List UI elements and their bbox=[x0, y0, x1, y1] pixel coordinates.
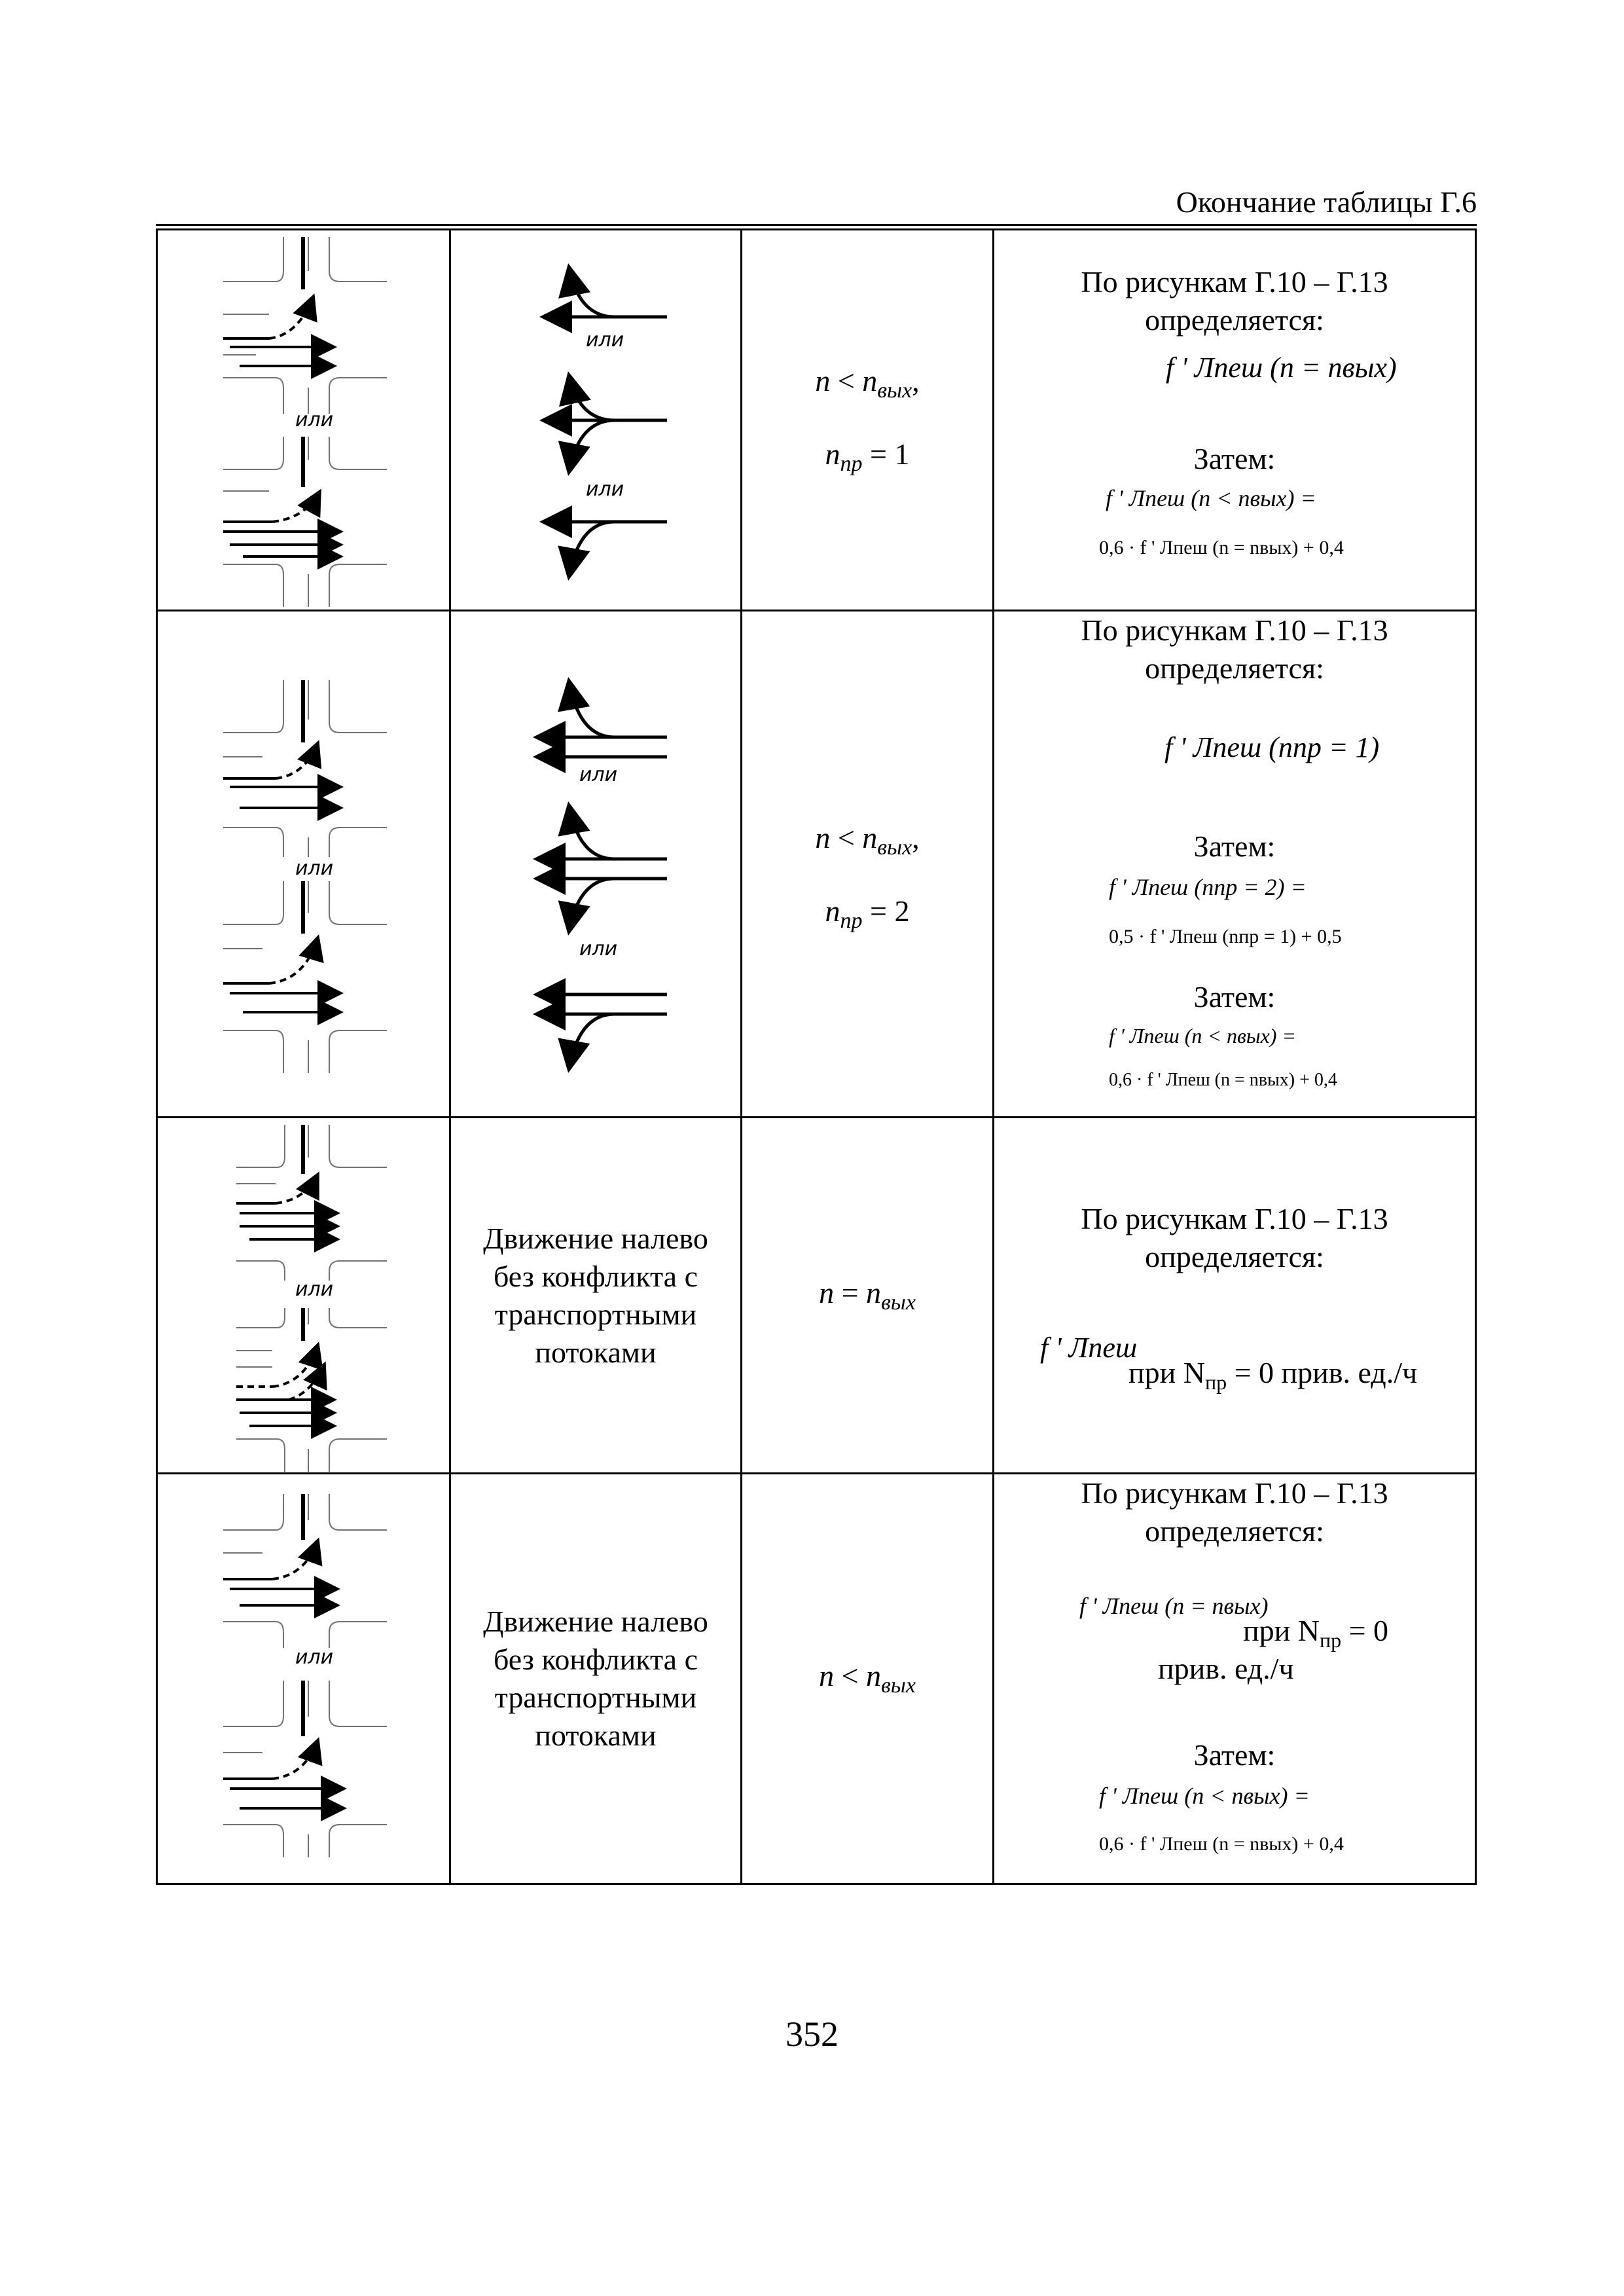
row2-result bbox=[994, 611, 1475, 1118]
row3-result bbox=[994, 1118, 1475, 1474]
row3-condition: $n = n_{вых}$ bbox=[742, 1118, 994, 1474]
row4-condition: $n < n_{вых}$ bbox=[742, 1474, 994, 1883]
formula-1: f ' Лпеш (nпр = 1) bbox=[1164, 731, 1380, 763]
row1-movement bbox=[451, 230, 742, 611]
page-number: 352 bbox=[785, 2014, 839, 2054]
row2-condition: $n < n_{вых}$, $n_{пр} = 2$ bbox=[742, 611, 994, 1118]
ili-label: или bbox=[295, 1278, 334, 1301]
result-header: По рисункам Г.10 – Г.13 определяется: bbox=[1081, 1476, 1388, 1548]
ili-label: или bbox=[295, 857, 334, 880]
row3-movement: Движение налево без конфликта с транспортными потоками bbox=[451, 1118, 742, 1474]
condition-tail: при $N_{пр} = 0$ прив. ед./ч bbox=[1128, 1356, 1418, 1394]
formula-3-line2: 0,6 · f ' Лпеш (n = nвых) + 0,4 bbox=[1109, 1070, 1337, 1090]
formula-1: f ' Лпеш (n = nвых) bbox=[1166, 352, 1397, 384]
formula-1: f ' Лпеш (n = nвых) bbox=[1079, 1593, 1269, 1619]
row1-scheme bbox=[158, 230, 451, 611]
ili-label: или bbox=[579, 763, 618, 786]
row4-scheme bbox=[158, 1474, 451, 1883]
zatem-label: Затем: bbox=[1193, 980, 1276, 1013]
formula-2-line2: 0,5 · f ' Лпеш (nпр = 1) + 0,5 bbox=[1109, 926, 1342, 947]
condition-tail: при $N_{пр} = 0$ bbox=[1243, 1614, 1389, 1652]
table-caption: Окончание таблицы Г.6 bbox=[1176, 185, 1477, 219]
formula-1: f ' Лпеш bbox=[1040, 1332, 1138, 1364]
row1-condition: $n < n_{вых}$, $n_{пр} = 1$ bbox=[742, 230, 994, 611]
movement-diagram-1 bbox=[451, 230, 742, 611]
formula-2-line1: f ' Лпеш (nпр = 2) = bbox=[1109, 874, 1307, 900]
row1-result bbox=[994, 230, 1475, 611]
table-g6 bbox=[156, 224, 1477, 1883]
result-header: По рисункам Г.10 – Г.13 определяется: bbox=[1081, 1202, 1388, 1273]
formula-2-line1: f ' Лпеш (n < nвых) = bbox=[1106, 485, 1316, 511]
ili-label: или bbox=[579, 938, 618, 960]
intersection-scheme-4 bbox=[158, 1474, 451, 1883]
formula-2-line2: 0,6 · f ' Лпеш (n = nвых) + 0,4 bbox=[1099, 537, 1344, 558]
zatem-label: Затем: bbox=[1193, 442, 1276, 475]
row3-scheme bbox=[158, 1118, 451, 1474]
result-header: По рисункам Г.10 – Г.13 определяется: bbox=[1081, 265, 1388, 337]
row4-result bbox=[994, 1474, 1475, 1883]
ili-label: или bbox=[586, 478, 624, 501]
result-header: По рисункам Г.10 – Г.13 определяется: bbox=[1081, 613, 1388, 685]
condition-tail-line2: прив. ед./ч bbox=[1158, 1652, 1294, 1685]
zatem-label: Затем: bbox=[1193, 1738, 1276, 1772]
zatem-label: Затем: bbox=[1193, 829, 1276, 863]
formula-2-line2: 0,6 · f ' Лпеш (n = nвых) + 0,4 bbox=[1099, 1833, 1344, 1855]
ili-label: или bbox=[295, 1646, 334, 1669]
ili-label: или bbox=[586, 329, 624, 352]
row2-movement bbox=[451, 611, 742, 1118]
ili-label: или bbox=[295, 409, 334, 431]
row4-movement: Движение налево без конфликта с транспортными потоками bbox=[451, 1474, 742, 1883]
row2-scheme bbox=[158, 611, 451, 1118]
formula-3-line1: f ' Лпеш (n < nвых) = bbox=[1109, 1024, 1297, 1048]
formula-2-line1: f ' Лпеш (n < nвых) = bbox=[1099, 1783, 1310, 1809]
movement-diagram-2 bbox=[451, 611, 742, 1118]
